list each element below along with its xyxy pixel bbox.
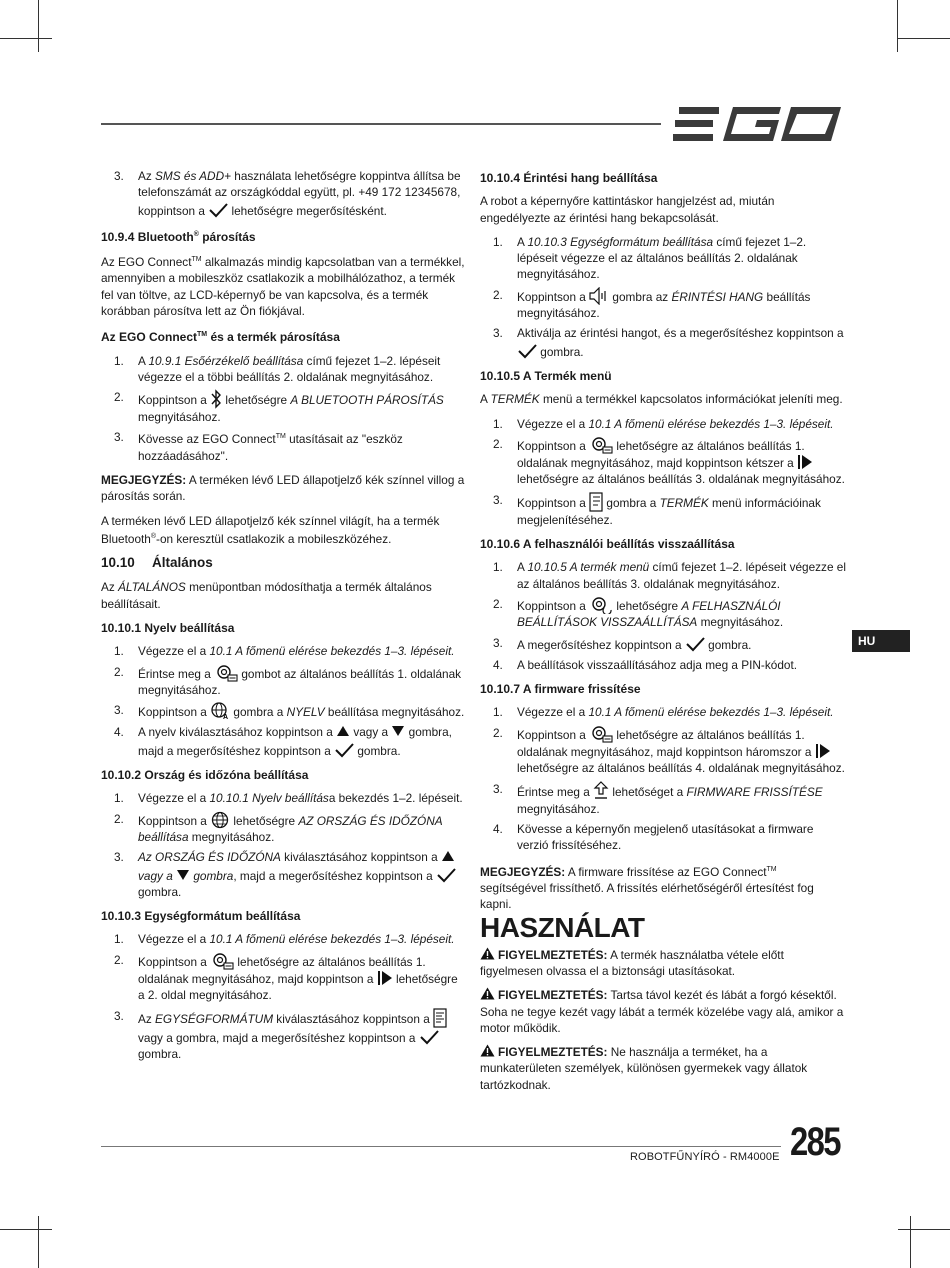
section-heading: 10.10.6 A felhasználói beállítás visszaállítása	[480, 537, 735, 552]
paragraph: Az ÁLTALÁNOS menüpontban módosíthatja a termék általános beállításait.	[101, 580, 432, 611]
list-item: 1. A 10.10.5 A termék menü című fejezet 1–2. lépéseit végezze el az általános beállítás 3. oldalának megnyitásához.	[493, 560, 846, 591]
list-item: 3. A megerősítéshez koppintson a gombra.	[493, 635, 752, 652]
list-item: 1. Végezze el a 10.1 A főmenü elérése bekezdés 1–3. lépéseit.	[114, 644, 455, 659]
crop-mark	[910, 1216, 911, 1268]
list-item: 3. Koppintson a gombra a TERMÉK menü információinak megjelenítéséhez.	[493, 492, 821, 527]
list-item: 1. Végezze el a 10.10.1 Nyelv beállítása bekezdés 1–2. lépéseit.	[114, 791, 463, 806]
paragraph: A terméken lévő LED állapotjelző kék színnel világít, ha a termék Bluetooth®-on keresztül csatlakozik a mobileszközéhez.	[101, 513, 440, 546]
paragraph: A TERMÉK menü a termékkel kapcsolatos információkat jeleníti meg.	[480, 392, 843, 407]
warning: FIGYELMEZTETÉS: Ne használja a terméket, ha a munkaterületen személyek, különösen gyermekek vagy állatok tartózkodnak.	[480, 1045, 808, 1092]
checkmark-icon	[517, 342, 537, 360]
crop-mark	[38, 0, 39, 52]
list-item: 4. Kövesse a képernyőn megjelenő utasításokat a firmware verzió frissítéséhez.	[493, 821, 814, 853]
list-item: 2. Koppintson a lehetőségre az általános beállítás 1. oldalának megnyitásához, majd koppintson a lehetőségre a 2. oldal megnyitásához.	[114, 952, 458, 1003]
warning-icon	[480, 1044, 495, 1057]
checkmark-icon	[419, 1028, 439, 1046]
next-page-icon	[797, 454, 813, 470]
crop-mark	[38, 1216, 39, 1268]
ego-logo	[673, 103, 843, 145]
list-item: 4. A beállítások visszaállításához adja meg a PIN-kódot.	[493, 657, 797, 672]
checkmark-icon	[208, 201, 228, 219]
next-page-icon	[377, 970, 393, 986]
crop-mark	[898, 1229, 950, 1230]
section-heading: 10.10.7 A firmware frissítése	[480, 682, 641, 697]
list-item: 1. Végezze el a 10.1 A főmenü elérése bekezdés 1–3. lépéseit.	[493, 705, 834, 720]
unit-format-icon	[433, 1008, 447, 1028]
left-column	[101, 168, 467, 1070]
page-number: 285	[790, 1120, 840, 1164]
list-item: 2. Koppintson a gombra az ÉRINTÉSI HANG beállítás megnyitásához.	[493, 287, 811, 321]
svg-text:A: A	[223, 714, 229, 721]
note: MEGJEGYZÉS: A terméken lévő LED állapotjelző kék színnel villog a párosítás során.	[101, 473, 465, 504]
list-item: 2. Koppintson a lehetőségre az általános beállítás 1. oldalának megnyitásához, majd koppintson háromszor a lehetőségre az általános beállítás 4. oldalának megnyitásához.	[493, 725, 845, 776]
list-item: 3. Az ORSZÁG ÉS IDŐZÓNA kiválasztásához koppintson a vagy a gombra, majd a megerősítéshez koppintson a gombra.	[101, 849, 467, 900]
crop-mark	[0, 1229, 52, 1230]
up-arrow-icon	[441, 850, 455, 862]
section-heading: 10.10.3 Egységformátum beállítása	[101, 909, 301, 924]
section-heading: Az EGO Connect™ és a termék párosítása	[101, 330, 340, 345]
footer-model: ROBOTFŰNYÍRÓ - RM4000E	[630, 1151, 780, 1163]
list-item: 2. Koppintson a lehetőségre AZ ORSZÁG ÉS IDŐZÓNA beállítása megnyitásához.	[114, 811, 443, 844]
general-settings-icon	[589, 436, 613, 454]
paragraph: A robot a képernyőre kattintáskor hangjelzést ad, miután engedélyezte az érintési hang bekapcsolását.	[480, 194, 775, 225]
list-item: 2. Koppintson a lehetőségre az általános beállítás 1. oldalának megnyitásához, majd koppintson kétszer a lehetőségre az általános beállítás 3. oldalának megnyitásához.	[493, 436, 845, 487]
list-item: 1. A 10.9.1 Esőérzékelő beállítása című fejezet 1–2. lépéseit végezze el a többi beállítás 2. oldalának megnyitásához.	[114, 353, 441, 384]
section-heading: 10.10.4 Érintési hang beállítása	[480, 171, 658, 185]
list-item: 2. Koppintson a lehetőségre A BLUETOOTH PÁROSÍTÁS megnyitásához.	[114, 390, 444, 425]
firmware-update-icon	[593, 781, 609, 801]
list-item: 3. Kövesse az EGO Connect™ utasításait az "eszköz hozzáadásához".	[114, 430, 403, 463]
list-item: 3. Az SMS és ADD+ használata lehetőségre koppintva állítsa be telefonszámát az országkóddal együtt, pl. +49 172 12345678, koppintson a lehetőségre megerősítésként.	[114, 169, 461, 218]
globe-icon	[210, 811, 230, 829]
list-item: 3. Érintse meg a lehetőséget a FIRMWARE FRISSÍTÉSE megnyitásához.	[493, 781, 823, 816]
footer-rule	[101, 1146, 781, 1147]
checkmark-icon	[685, 635, 705, 653]
next-page-icon	[815, 743, 831, 759]
list-item: 4. A nyelv kiválasztásához koppintson a vagy a gombra, majd a megerősítéshez koppintson a gombra.	[114, 725, 452, 758]
crop-mark	[898, 38, 950, 39]
usage-title: HASZNÁLAT	[480, 912, 645, 944]
list-item: 1. A 10.10.3 Egységformátum beállítása című fejezet 1–2. lépéseit végezze el az általános beállítás 2. oldalának megnyitásához.	[493, 234, 807, 282]
list-item: 2. Koppintson a lehetőségre A FELHASZNÁLÓI BEÁLLÍTÁSOK VISSZAÁLLÍTÁSA megnyitásához.	[493, 596, 784, 630]
reset-settings-icon	[589, 596, 613, 614]
checkmark-icon	[334, 741, 354, 759]
list-item: 1. Végezze el a 10.1 A főmenü elérése bekezdés 1–3. lépéseit.	[493, 416, 834, 431]
list-item: 1. Végezze el a 10.1 A főmenü elérése bekezdés 1–3. lépéseit.	[114, 932, 455, 947]
section-heading: 10.10.1 Nyelv beállítása	[101, 621, 235, 635]
general-settings-icon	[214, 664, 238, 682]
warning-icon	[480, 947, 495, 960]
down-arrow-icon	[391, 725, 405, 737]
checkmark-icon	[436, 866, 456, 884]
up-arrow-icon	[336, 725, 350, 737]
warning: FIGYELMEZTETÉS: A termék használatba vétele előtt figyelmesen olvassa el a biztonsági utasításokat.	[480, 947, 784, 978]
down-arrow-icon	[176, 869, 190, 881]
section-heading: 10.10 Általános	[101, 555, 213, 571]
section-heading: 10.9.4 Bluetooth® párosítás	[101, 229, 256, 244]
paragraph: Az EGO Connect™ alkalmazás mindig kapcsolatban van a termékkel, amennyiben a mobileszköz csatlakozik a mobilhálózathoz, a termék fel van töltve, az LCD-képernyő be van kapcsolva, és a termék korábban párosítva lett az Ön fiókjával.	[101, 255, 465, 318]
list-item: 2. Érintse meg a gombot az általános beállítás 1. oldalának megnyitásához.	[114, 664, 462, 697]
crop-mark	[897, 0, 898, 52]
language-tab: HU	[852, 630, 910, 652]
right-column	[480, 168, 846, 1101]
section-heading: 10.10.2 Ország és időzóna beállítása	[101, 768, 309, 783]
language-globe-icon	[210, 702, 230, 720]
general-settings-icon	[210, 952, 234, 970]
warning: FIGYELMEZTETÉS: Tartsa távol kezét és lábát a forgó késektől. Soha ne tegye kezét vagy lábát a termék közelébe vagy alá, amikor a motor működik.	[480, 988, 844, 1035]
section-heading: 10.10.5 A Termék menü	[480, 368, 612, 383]
product-info-icon	[589, 492, 603, 512]
crop-mark	[0, 38, 52, 39]
list-item: 3. Az EGYSÉGFORMÁTUM kiválasztásához koppintson a vagy a gombra, majd a megerősítéshez koppintson a gombra.	[101, 1008, 467, 1063]
note: MEGJEGYZÉS: A firmware frissítése az EGO Connect™ segítségével frissíthető. A frissítés elérhetőségéről értesítést fog kapni.	[480, 864, 814, 912]
speaker-icon	[589, 287, 609, 305]
bluetooth-icon	[210, 389, 222, 409]
list-item: 3. Koppintson a A gombra a NYELV beállítása megnyitásához.	[114, 703, 465, 721]
general-settings-icon	[589, 725, 613, 743]
list-item: 3. Aktiválja az érintési hangot, és a megerősítéshez koppintson a gombra.	[493, 326, 844, 359]
warning-icon	[480, 987, 495, 1000]
header-rule	[101, 123, 661, 125]
